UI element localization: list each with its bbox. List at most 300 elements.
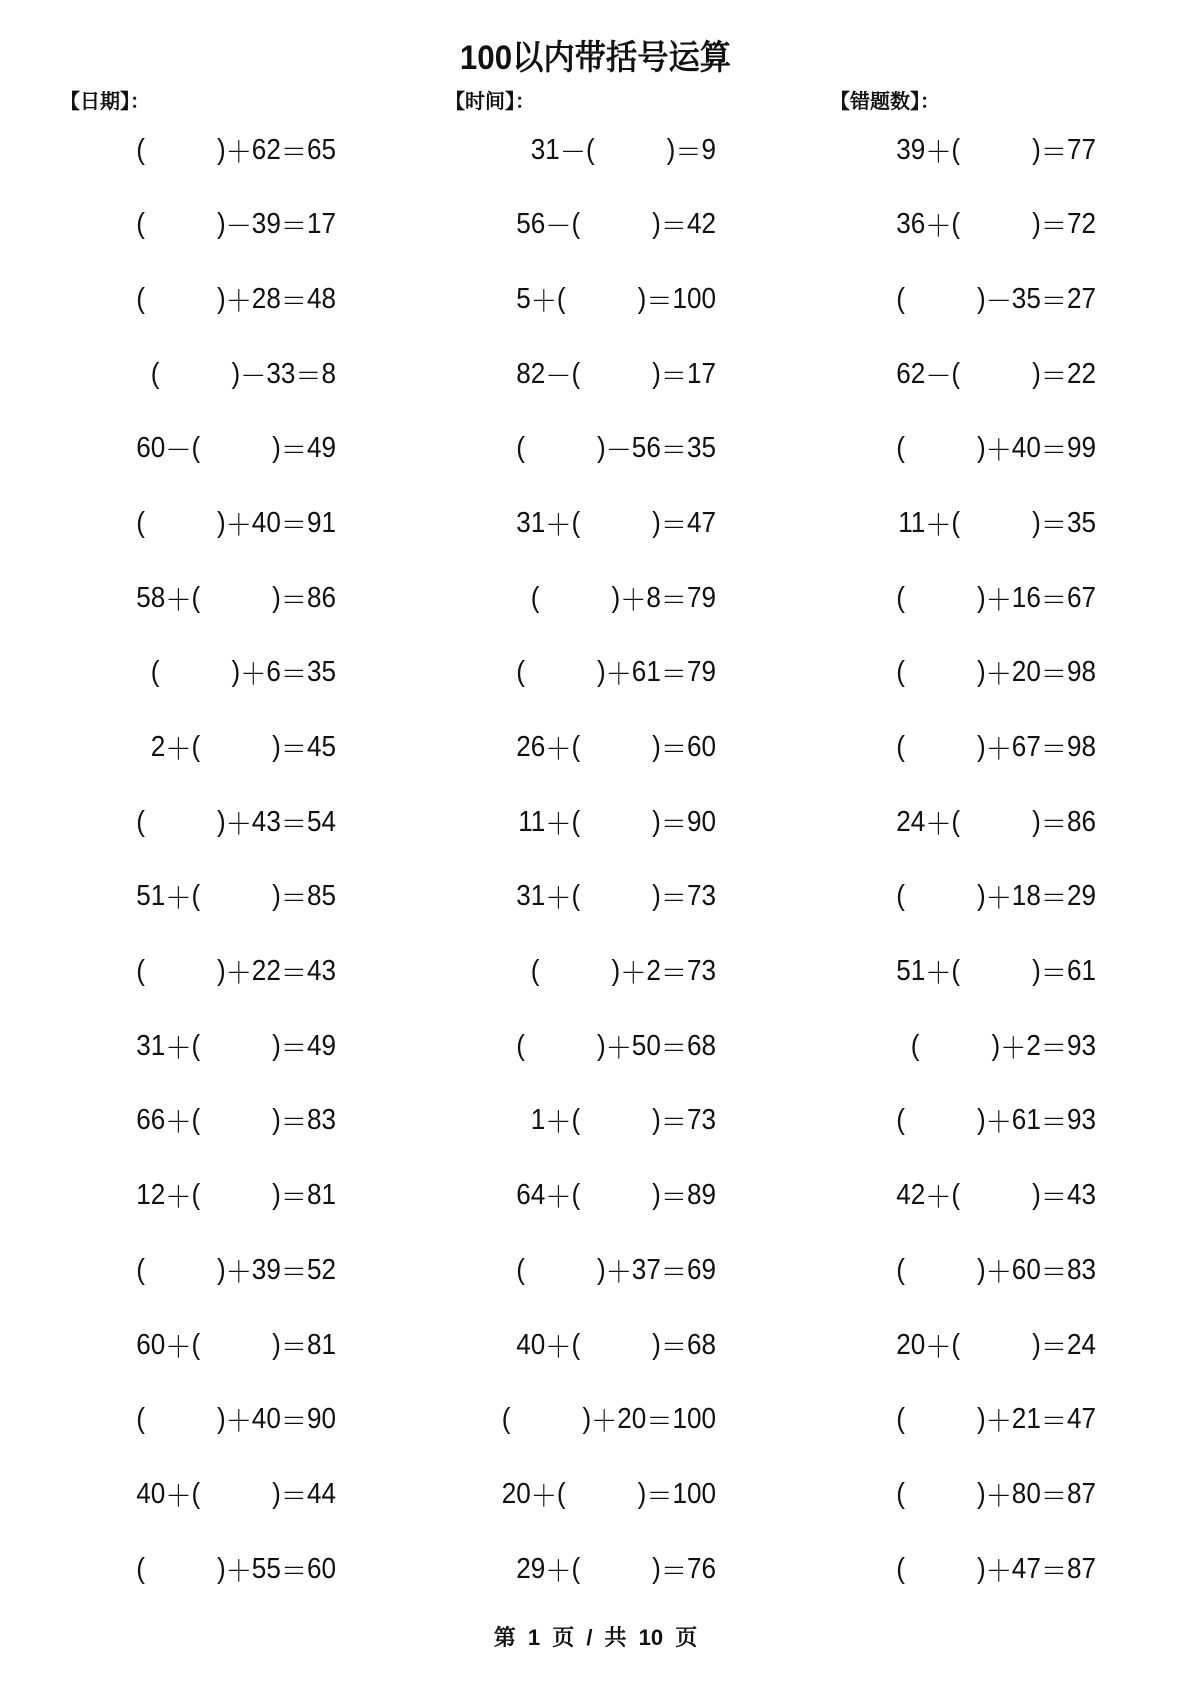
number: 60 <box>136 432 166 465</box>
number: 20 <box>1011 656 1041 689</box>
problem-row <box>0 1246 1191 1321</box>
math-problem <box>495 948 716 996</box>
plus-sign: ＋ <box>985 1480 1012 1513</box>
close-paren: ) <box>976 1403 986 1436</box>
math-problem <box>115 574 336 622</box>
problem-row <box>0 574 1191 649</box>
number: 2 <box>150 731 166 763</box>
problem-row <box>0 126 1191 201</box>
number: 60 <box>1011 1253 1041 1286</box>
close-paren: ) <box>231 357 241 390</box>
number: 100 <box>672 282 716 315</box>
open-paren: ( <box>571 1552 581 1585</box>
math-problem <box>495 1097 716 1145</box>
close-paren: ) <box>272 1477 281 1510</box>
open-paren: ( <box>896 432 905 465</box>
plus-sign: ＋ <box>225 808 252 841</box>
open-paren: ( <box>571 506 581 539</box>
number: 89 <box>686 1179 716 1212</box>
problem-row <box>0 350 1191 425</box>
open-paren: ( <box>896 1477 905 1510</box>
close-paren: ) <box>596 656 606 689</box>
minus-sign: － <box>545 211 572 244</box>
math-problem <box>115 724 336 772</box>
date-value[interactable] <box>150 84 350 108</box>
open-paren: ( <box>150 357 160 390</box>
equals-sign: ＝ <box>1040 1406 1067 1439</box>
open-paren: ( <box>136 1403 145 1436</box>
math-problem <box>495 649 716 697</box>
equals-sign: ＝ <box>660 211 687 244</box>
problem-row <box>0 649 1191 724</box>
number: 73 <box>686 955 716 988</box>
number: 12 <box>136 1179 166 1212</box>
plus-sign: ＋ <box>925 1182 952 1215</box>
open-paren: ( <box>951 1179 961 1212</box>
math-problem <box>875 275 1096 323</box>
open-paren: ( <box>136 1552 145 1585</box>
close-paren: ) <box>652 1552 661 1585</box>
number: 42 <box>896 1179 926 1212</box>
math-problem <box>115 1097 336 1145</box>
minus-sign: － <box>925 360 952 393</box>
number: 47 <box>686 506 716 539</box>
open-paren: ( <box>136 506 145 539</box>
close-paren: ) <box>216 955 226 988</box>
close-paren: ) <box>652 357 661 390</box>
equals-sign: ＝ <box>280 1480 307 1513</box>
equals-sign: ＝ <box>646 1406 673 1439</box>
number: 39 <box>251 1253 281 1286</box>
page-title: 100以内带括号运算 <box>459 39 732 77</box>
worksheet-info-row <box>0 84 1191 114</box>
equals-sign: ＝ <box>646 1480 673 1513</box>
close-paren: ) <box>637 282 647 315</box>
number: 35 <box>306 656 336 689</box>
minus-sign: － <box>165 435 192 468</box>
equals-sign: ＝ <box>1040 883 1067 916</box>
problem-row <box>0 1022 1191 1097</box>
number: 76 <box>686 1552 716 1585</box>
plus-sign: ＋ <box>545 1182 572 1215</box>
number: 98 <box>1066 731 1096 763</box>
number: 54 <box>306 805 336 838</box>
open-paren: ( <box>910 1029 920 1062</box>
equals-sign: ＝ <box>1040 808 1067 841</box>
number: 22 <box>1066 357 1096 390</box>
math-problem <box>875 1097 1096 1145</box>
close-paren: ) <box>637 1477 647 1510</box>
number: 73 <box>686 1104 716 1137</box>
math-problem <box>495 724 716 772</box>
close-paren: ) <box>976 432 986 465</box>
open-paren: ( <box>951 805 961 838</box>
math-problem <box>115 1396 336 1444</box>
math-problem <box>875 574 1096 622</box>
equals-sign: ＝ <box>280 435 307 468</box>
number: 50 <box>631 1029 661 1062</box>
close-paren: ) <box>652 208 661 241</box>
number: 45 <box>306 731 336 763</box>
minus-sign: － <box>545 360 572 393</box>
number: 86 <box>1066 805 1096 838</box>
close-paren: ) <box>272 731 281 763</box>
plus-sign: ＋ <box>225 1555 252 1588</box>
math-problem <box>495 425 716 473</box>
minus-sign: － <box>559 136 586 169</box>
number: 42 <box>686 208 716 241</box>
problem-row <box>0 724 1191 799</box>
equals-sign: ＝ <box>1040 360 1067 393</box>
open-paren: ( <box>896 731 905 763</box>
math-problem <box>115 201 336 249</box>
error-count-field <box>830 84 1140 114</box>
number: 55 <box>251 1552 281 1585</box>
minus-sign: － <box>240 360 267 393</box>
math-problem <box>495 350 716 398</box>
plus-sign: ＋ <box>165 1331 192 1364</box>
equals-sign: ＝ <box>280 958 307 991</box>
close-paren: ) <box>652 1104 661 1137</box>
open-paren: ( <box>530 955 540 988</box>
close-paren: ) <box>216 1253 226 1286</box>
number: 61 <box>1011 1104 1041 1137</box>
number: 73 <box>686 880 716 913</box>
math-problem <box>495 275 716 323</box>
math-problem <box>495 574 716 622</box>
number: 79 <box>686 581 716 614</box>
number: 16 <box>1011 581 1041 614</box>
open-paren: ( <box>556 1477 566 1510</box>
open-paren: ( <box>556 282 566 315</box>
open-paren: ( <box>896 1552 905 1585</box>
plus-sign: ＋ <box>165 1107 192 1140</box>
number: 20 <box>501 1477 531 1510</box>
equals-sign: ＝ <box>280 1331 307 1364</box>
open-paren: ( <box>951 208 961 241</box>
math-problem <box>115 649 336 697</box>
plus-sign: ＋ <box>545 808 572 841</box>
close-paren: ) <box>231 656 241 689</box>
plus-sign: ＋ <box>985 883 1012 916</box>
number: 2 <box>1026 1029 1041 1062</box>
equals-sign: ＝ <box>280 285 307 318</box>
plus-sign: ＋ <box>530 1480 557 1513</box>
equals-sign: ＝ <box>660 435 687 468</box>
number: 58 <box>136 581 166 614</box>
number: 33 <box>266 357 296 390</box>
number: 40 <box>136 1477 166 1510</box>
equals-sign: ＝ <box>1040 285 1067 318</box>
equals-sign: ＝ <box>660 1256 687 1289</box>
number: 82 <box>516 357 546 390</box>
close-paren: ) <box>596 1253 606 1286</box>
plus-sign: ＋ <box>165 734 192 766</box>
plus-sign: ＋ <box>1000 1032 1027 1065</box>
math-problem <box>875 649 1096 697</box>
plus-sign: ＋ <box>605 1032 632 1065</box>
problem-row <box>0 798 1191 873</box>
math-problem <box>875 1172 1096 1220</box>
problem-row <box>0 275 1191 350</box>
minus-sign: － <box>225 211 252 244</box>
math-problem <box>115 1172 336 1220</box>
error-count-value[interactable] <box>940 84 1140 108</box>
math-problem <box>875 1022 1096 1070</box>
math-problem <box>495 1321 716 1369</box>
number: 52 <box>306 1253 336 1286</box>
open-paren: ( <box>191 1328 201 1361</box>
equals-sign: ＝ <box>1040 958 1067 991</box>
equals-sign: ＝ <box>660 808 687 841</box>
close-paren: ) <box>216 133 226 166</box>
plus-sign: ＋ <box>225 285 252 318</box>
equals-sign: ＝ <box>1040 584 1067 617</box>
math-problem <box>495 1022 716 1070</box>
problem-row <box>0 1172 1191 1247</box>
plus-sign: ＋ <box>925 1331 952 1364</box>
number: 56 <box>631 432 661 465</box>
plus-sign: ＋ <box>925 136 952 169</box>
open-paren: ( <box>136 208 145 241</box>
close-paren: ) <box>1032 133 1041 166</box>
equals-sign: ＝ <box>1040 659 1067 692</box>
number: 81 <box>306 1328 336 1361</box>
number: 24 <box>1066 1328 1096 1361</box>
time-value[interactable] <box>535 84 735 108</box>
number: 43 <box>306 955 336 988</box>
math-problem <box>495 798 716 846</box>
time-label: 【时间】： <box>445 91 535 113</box>
math-problem <box>115 425 336 473</box>
plus-sign: ＋ <box>925 958 952 991</box>
open-paren: ( <box>571 880 581 913</box>
number: 47 <box>1011 1552 1041 1585</box>
plus-sign: ＋ <box>985 1555 1012 1588</box>
plus-sign: ＋ <box>545 1331 572 1364</box>
plus-sign: ＋ <box>985 1406 1012 1439</box>
equals-sign: ＝ <box>660 584 687 617</box>
math-problem <box>495 873 716 921</box>
number: 6 <box>266 656 281 689</box>
number: 2 <box>646 955 661 988</box>
close-paren: ) <box>596 1029 606 1062</box>
number: 20 <box>617 1403 647 1436</box>
open-paren: ( <box>571 1104 581 1137</box>
equals-sign: ＝ <box>660 1331 687 1364</box>
close-paren: ) <box>1032 357 1041 390</box>
problem-row <box>0 1321 1191 1396</box>
number: 35 <box>686 432 716 465</box>
close-paren: ) <box>1032 208 1041 241</box>
number: 93 <box>1066 1104 1096 1137</box>
close-paren: ) <box>596 432 606 465</box>
number: 17 <box>306 208 336 241</box>
open-paren: ( <box>571 1328 581 1361</box>
close-paren: ) <box>652 1328 661 1361</box>
close-paren: ) <box>652 506 661 539</box>
math-problem <box>875 1470 1096 1518</box>
equals-sign: ＝ <box>1040 1555 1067 1588</box>
plus-sign: ＋ <box>985 1256 1012 1289</box>
number: 5 <box>516 282 531 315</box>
open-paren: ( <box>896 1253 905 1286</box>
math-problem <box>115 798 336 846</box>
equals-sign: ＝ <box>660 958 687 991</box>
close-paren: ) <box>216 1552 226 1585</box>
plus-sign: ＋ <box>240 659 267 692</box>
plus-sign: ＋ <box>225 958 252 991</box>
number: 40 <box>251 1403 281 1436</box>
equals-sign: ＝ <box>280 1555 307 1588</box>
plus-sign: ＋ <box>605 1256 632 1289</box>
problem-grid <box>0 126 1191 1620</box>
close-paren: ) <box>652 880 661 913</box>
number: 44 <box>306 1477 336 1510</box>
close-paren: ) <box>272 432 281 465</box>
close-paren: ) <box>976 1552 986 1585</box>
number: 60 <box>136 1328 166 1361</box>
equals-sign: ＝ <box>280 584 307 617</box>
number: 24 <box>896 805 926 838</box>
number: 26 <box>516 731 546 763</box>
open-paren: ( <box>191 432 201 465</box>
equals-sign: ＝ <box>660 734 687 766</box>
equals-sign: ＝ <box>660 1555 687 1588</box>
math-problem <box>115 1321 336 1369</box>
plus-sign: ＋ <box>925 808 952 841</box>
close-paren: ) <box>976 1253 986 1286</box>
equals-sign: ＝ <box>660 1182 687 1215</box>
problem-row <box>0 1545 1191 1620</box>
open-paren: ( <box>516 1253 525 1286</box>
number: 20 <box>896 1328 926 1361</box>
close-paren: ) <box>272 1029 281 1062</box>
math-problem <box>115 350 336 398</box>
open-paren: ( <box>571 731 581 763</box>
plus-sign: ＋ <box>165 1182 192 1215</box>
problem-row <box>0 499 1191 574</box>
math-problem <box>875 499 1096 547</box>
math-problem <box>875 201 1096 249</box>
close-paren: ) <box>976 1104 986 1137</box>
problem-row <box>0 201 1191 276</box>
plus-sign: ＋ <box>605 659 632 692</box>
number: 31 <box>530 133 560 166</box>
number: 8 <box>646 581 661 614</box>
open-paren: ( <box>191 1179 201 1212</box>
number: 79 <box>686 656 716 689</box>
problem-row <box>0 1097 1191 1172</box>
number: 31 <box>136 1029 166 1062</box>
number: 43 <box>1066 1179 1096 1212</box>
math-problem <box>115 948 336 996</box>
number: 87 <box>1066 1552 1096 1585</box>
math-problem <box>875 350 1096 398</box>
number: 67 <box>1011 731 1041 763</box>
number: 31 <box>516 506 546 539</box>
open-paren: ( <box>516 432 525 465</box>
number: 85 <box>306 880 336 913</box>
close-paren: ) <box>976 581 986 614</box>
number: 65 <box>306 133 336 166</box>
number: 83 <box>306 1104 336 1137</box>
equals-sign: ＝ <box>280 1032 307 1065</box>
open-paren: ( <box>516 656 525 689</box>
open-paren: ( <box>951 506 961 539</box>
problem-row <box>0 1396 1191 1471</box>
open-paren: ( <box>136 955 145 988</box>
plus-sign: ＋ <box>165 1032 192 1065</box>
equals-sign: ＝ <box>1040 1256 1067 1289</box>
open-paren: ( <box>571 357 581 390</box>
number: 93 <box>1066 1029 1096 1062</box>
number: 37 <box>631 1253 661 1286</box>
math-problem <box>115 1022 336 1070</box>
close-paren: ) <box>272 581 281 614</box>
close-paren: ) <box>1032 1179 1041 1212</box>
equals-sign: ＝ <box>280 1406 307 1439</box>
math-problem <box>875 724 1096 772</box>
plus-sign: ＋ <box>620 584 647 617</box>
plus-sign: ＋ <box>165 584 192 617</box>
number: 43 <box>251 805 281 838</box>
open-paren: ( <box>896 1403 905 1436</box>
number: 49 <box>306 1029 336 1062</box>
number: 39 <box>251 208 281 241</box>
equals-sign: ＝ <box>1040 435 1067 468</box>
plus-sign: ＋ <box>225 1406 252 1439</box>
close-paren: ) <box>652 731 661 763</box>
open-paren: ( <box>191 581 201 614</box>
date-field <box>60 84 350 114</box>
open-paren: ( <box>150 656 160 689</box>
close-paren: ) <box>611 581 621 614</box>
open-paren: ( <box>951 955 961 988</box>
open-paren: ( <box>896 880 905 913</box>
number: 62 <box>896 357 926 390</box>
number: 67 <box>1066 581 1096 614</box>
number: 56 <box>516 208 546 241</box>
problem-row <box>0 1470 1191 1545</box>
equals-sign: ＝ <box>280 659 307 692</box>
close-paren: ) <box>272 1179 281 1212</box>
open-paren: ( <box>516 1029 525 1062</box>
close-paren: ) <box>1032 1328 1041 1361</box>
number: 83 <box>1066 1253 1096 1286</box>
equals-sign: ＝ <box>660 883 687 916</box>
close-paren: ) <box>611 955 621 988</box>
equals-sign: ＝ <box>280 1107 307 1140</box>
number: 40 <box>516 1328 546 1361</box>
open-paren: ( <box>191 1104 201 1137</box>
math-problem <box>495 1545 716 1593</box>
number: 62 <box>251 133 281 166</box>
equals-sign: ＝ <box>295 360 322 393</box>
math-problem <box>495 1396 716 1444</box>
equals-sign: ＝ <box>660 360 687 393</box>
open-paren: ( <box>136 133 145 166</box>
math-problem <box>115 1545 336 1593</box>
number: 1 <box>530 1104 546 1137</box>
open-paren: ( <box>951 357 961 390</box>
open-paren: ( <box>585 133 595 166</box>
math-problem <box>115 275 336 323</box>
number: 49 <box>306 432 336 465</box>
math-problem <box>495 499 716 547</box>
equals-sign: ＝ <box>646 285 673 318</box>
number: 60 <box>686 731 716 763</box>
